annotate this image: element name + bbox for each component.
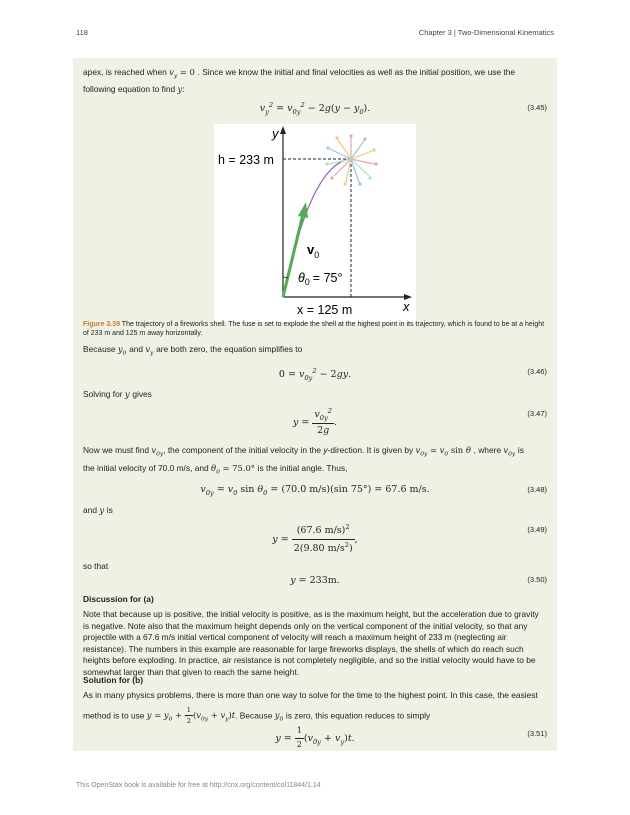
text: and — [83, 505, 97, 515]
theta-label: $\theta_0 = 75^\circ$ — [298, 271, 343, 287]
text: , where — [473, 445, 502, 455]
text: the initial velocity of 70.0 m/s, and — [83, 463, 209, 473]
text: . Because — [235, 710, 273, 721]
discussion-heading: Discussion for (a) — [83, 594, 154, 604]
text: As in many physics problems, there is more than one way to solve for the time to the highest point. In this case, the easiest — [83, 690, 538, 700]
text: and — [129, 344, 144, 354]
text: following equation to find — [83, 84, 176, 94]
paragraph-apex: apex, is reached when $v_y = 0$ . Since we know the initial and final velocities as well as the initial position, we use the — [83, 67, 516, 80]
velocity-arrowhead — [298, 202, 308, 218]
page-number: 118 — [76, 28, 88, 37]
eq-number: (3.48) — [527, 485, 547, 494]
equation-3-51: y = $\frac{1}{2}$ $(v_{0y} + v_y)t$. — [275, 726, 355, 749]
equation-3-45: $v_y^2 = v_{0y}^2 - 2g(y - y_0)$. — [259, 101, 371, 117]
text: y — [323, 445, 328, 455]
text: are both zero, the equation simplifies to — [156, 344, 303, 354]
text: is — [106, 505, 113, 515]
figure-caption — [83, 320, 547, 338]
paragraph-find-v0y: Now we must find $v_{0y}$, the component of the initial velocity in the y-direction. It is given by $v_{0y} = v_0$ sin θ , where $v_{0y}$ is — [83, 445, 524, 458]
y-axis-label: y — [272, 126, 279, 141]
solution-heading: Solution for (b) — [83, 675, 144, 685]
height-label: h = 233 m — [218, 153, 274, 167]
distance-label: x = 125 m — [297, 303, 353, 317]
text: . Since we know the initial and final velocities as well as the initial position, we use the — [197, 67, 516, 77]
text: , the component of the initial velocity in the — [163, 445, 322, 455]
eq-number: (3.45) — [527, 103, 547, 112]
text: is the initial angle. Thus, — [257, 463, 348, 473]
text: Now we must find — [83, 445, 150, 455]
equation-3-50: y = 233m. — [290, 575, 340, 586]
text: Solving for — [83, 389, 123, 399]
paragraph-so-that — [83, 560, 547, 573]
equation-3-48: $v_{0y} = v_0$ $\sin \theta_0 = (70.0$ m/s)(sin 75°) = 67.6 m/s. — [200, 484, 430, 497]
paragraph-because: Because $y_0$ and $v_y$ are both zero, the equation simplifies to — [83, 344, 303, 357]
caption-label: Figure 3.39 — [83, 321, 120, 328]
text: apex, is reached when — [83, 67, 167, 77]
eq-number: (3.49) — [527, 525, 547, 534]
text: gives — [132, 389, 152, 399]
eq-number: (3.50) — [527, 575, 547, 584]
eq-number: (3.46) — [527, 367, 547, 376]
paragraph-apex-2: following equation to find y: — [83, 84, 185, 94]
text: is — [517, 445, 524, 455]
fireworks-figure — [214, 124, 416, 322]
text: so that — [83, 561, 109, 571]
text: Because — [83, 344, 116, 354]
equation-3-49: y = $\frac{(67.6 m/s)^2}{2(9.80 m/s^2)}$ , — [272, 523, 358, 555]
solution-text-2: method is to use $y = y_0$ + $\frac{1}{2}$ $(v_{0y} + v_y)t$. Because $y_0$ is zero, this equation reduces to simply — [83, 706, 431, 726]
caption-text: The trajectory of a fireworks shell. The fuse is set to explode the shell at the highest point in its trajectory, which is found to be at a height of 233 m and 125 m away horizontally. — [83, 321, 545, 338]
discussion-text: Note that because up is positive, the initial velocity is positive, as is the maximum height, but the acceleration due to gravity is negative. Note also that the maximum height depends only on the vertical component of the initial velocity, so that any projectile with a 67.6 m/s initial vertical component of velocity will reach a maximum height of 233 m (neglecting air resistance). The numbers in this example are reasonable for large fireworks displays, the shells of which do reach such heights before exploding. In practice, air resistance is not completely negligible, and so the initial velocity would have to be somewhat larger than that given to reach the same height. — [83, 609, 539, 677]
eq-number: (3.51) — [527, 729, 547, 738]
fireworks-burst — [325, 134, 377, 185]
text: -direction. It is given by — [327, 445, 414, 455]
equation-3-46: $0 = v_{0y}^2 - 2gy$. — [278, 367, 352, 383]
page-footer: This OpenStax book is available for free at http://cnx.org/content/col11844/1.14 — [76, 782, 321, 789]
paragraph-solving: Solving for y gives — [83, 389, 152, 399]
v0-label: $v_0$ — [307, 242, 320, 260]
y-axis-arrow — [280, 126, 286, 134]
solution-text — [83, 689, 547, 702]
equation-3-47: y = $\frac{v_{0y}^2}{2g}$ . — [292, 407, 337, 437]
trajectory-diagram — [214, 124, 416, 322]
content-panel — [73, 58, 557, 751]
paragraph-find-v0y-2: the initial velocity of 70.0 m/s, and $\theta_0 = 75.0^\circ$ is the initial angle. Thus, — [83, 463, 348, 476]
paragraph-and-y: and y is — [83, 505, 113, 515]
eq-number: (3.47) — [527, 409, 547, 418]
text: is zero, this equation reduces to simply — [285, 710, 431, 721]
chapter-title: Chapter 3 | Two-Dimensional Kinematics — [418, 28, 554, 37]
x-axis-label: x — [403, 299, 410, 314]
text: method is to use — [83, 710, 145, 721]
text: : — [182, 84, 185, 94]
